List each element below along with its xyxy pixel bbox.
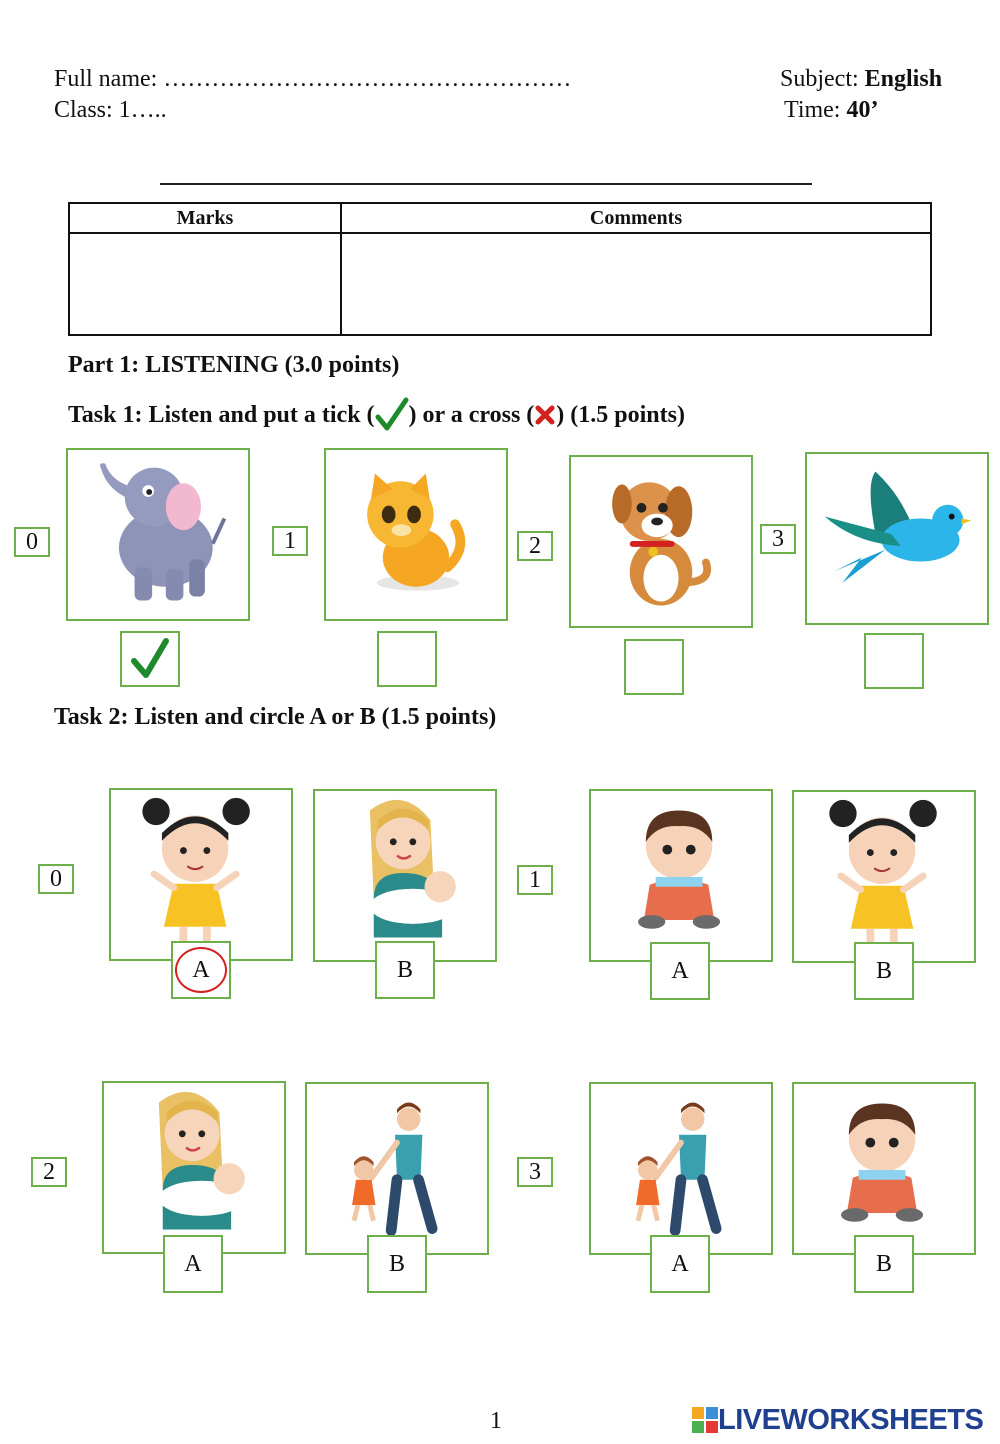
task2-3-option-b[interactable]: B [854,1235,914,1293]
task2-1-option-b-picture [792,790,976,963]
task2-2-option-a[interactable]: A [163,1235,223,1293]
task2-title: Task 2: Listen and circle A or B (1.5 points) [54,704,497,730]
comments-cell[interactable] [341,233,931,335]
task2-3-option-a[interactable]: A [650,1235,710,1293]
task2-0-option-b-picture [313,789,497,962]
cross-icon [534,404,556,426]
task1-number-1: 1 [272,526,308,556]
bird-picture [805,452,989,625]
full-name-dots[interactable]: …………………………………………… [163,66,572,92]
time-value: 40’ [846,97,879,123]
subject-label: Subject: [780,66,859,92]
time-label: Time: [784,97,841,123]
task1-title-before: Task 1: Listen and put a tick ( [68,401,375,428]
comments-header: Comments [341,203,931,233]
task2-3-option-a-picture [589,1082,773,1255]
task1-title-middle: ) or a cross ( [408,401,535,428]
option-a-label: A [192,957,210,983]
answer-tick-icon [122,633,178,685]
task1-answer-box-2[interactable] [624,639,684,695]
task1-title [68,397,685,433]
answer-circle-mark [175,947,227,993]
task2-2-option-a-picture [102,1081,286,1254]
task2-number-2: 2 [31,1157,67,1187]
cat-icon [326,450,506,619]
task2-number-3: 3 [517,1157,553,1187]
bird-icon [807,454,987,623]
dog-icon [571,457,751,626]
page-number: 1 [490,1408,502,1434]
full-name-label: Full name: [54,66,158,92]
marks-table [68,202,932,336]
mother-baby-icon [104,1083,284,1252]
task2-number-0: 0 [38,864,74,894]
marks-header: Marks [69,203,341,233]
full-name-line [54,66,571,93]
subject-value: English [864,66,943,92]
task1-number-2: 2 [517,531,553,561]
task1-answer-box-1[interactable] [377,631,437,687]
task2-2-option-b-picture [305,1082,489,1255]
liveworksheets-logo[interactable] [692,1402,983,1438]
task1-title-after: ) (1.5 points) [556,401,685,428]
task2-0-option-a[interactable] [171,941,231,999]
task1-number-0: 0 [14,527,50,557]
task2-0-option-a-picture [109,788,293,961]
baby-icon [794,1084,974,1253]
time-line [784,97,878,124]
task2-3-option-b-picture [792,1082,976,1255]
task2-1-option-a-picture [589,789,773,962]
liveworksheets-logo-icon [692,1407,718,1433]
logo-text: LIVEWORKSHEETS [718,1403,984,1436]
mother-baby-icon [315,791,495,960]
girl-icon [794,792,974,961]
task2-2-option-b[interactable]: B [367,1235,427,1293]
task2-number-1: 1 [517,865,553,895]
baby-icon [591,791,771,960]
task1-answer-box-0[interactable] [120,631,180,687]
cat-picture [324,448,508,621]
girl-icon [111,790,291,959]
task1-number-3: 3 [760,524,796,554]
marks-cell[interactable] [69,233,341,335]
task2-0-option-b[interactable]: B [375,941,435,999]
class-label: Class: 1….. [54,97,167,123]
tick-icon [375,397,409,433]
header-divider [160,183,812,185]
father-daughter-icon [307,1084,487,1253]
task2-1-option-a[interactable]: A [650,942,710,1000]
part1-title: Part 1: LISTENING (3.0 points) [68,352,400,378]
father-daughter-icon [591,1084,771,1253]
elephant-icon [68,450,248,619]
task2-1-option-b[interactable]: B [854,942,914,1000]
task1-answer-box-3[interactable] [864,633,924,689]
elephant-picture [66,448,250,621]
dog-picture [569,455,753,628]
subject-line [780,66,942,93]
